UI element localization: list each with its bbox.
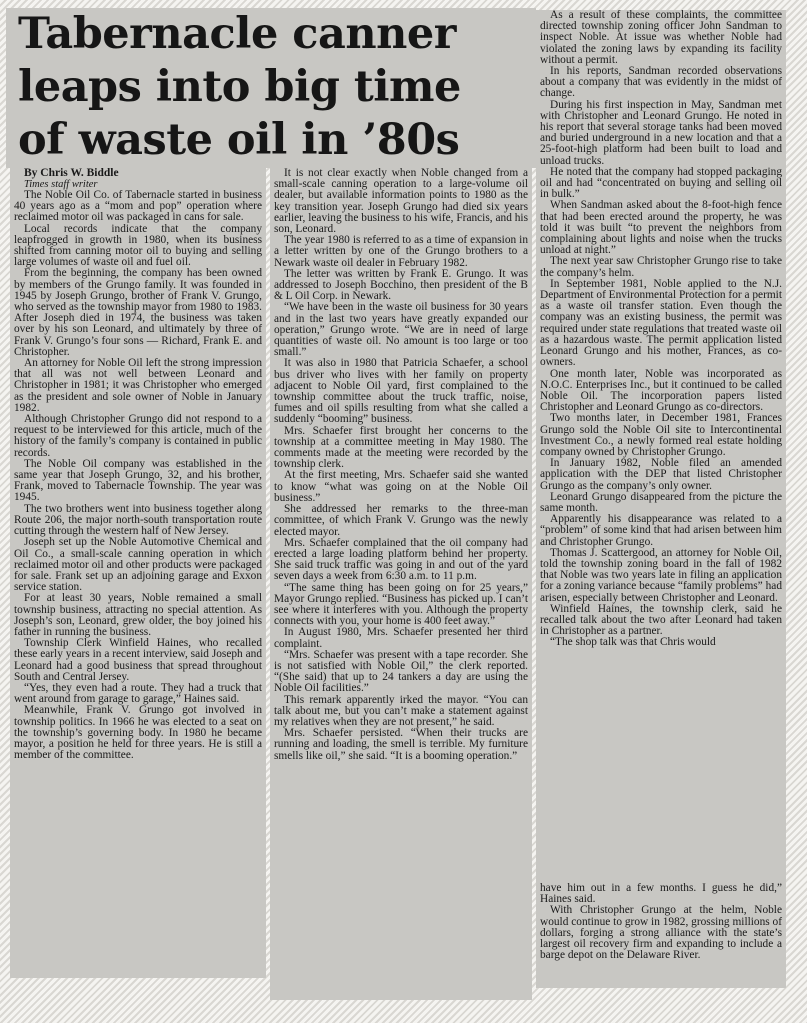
article-column-2	[270, 168, 532, 1000]
paragraph: Mrs. Schaefer persisted. “When their trucks are running and loading, the smell is terrible. My furniture smells like oil,” she said. “It is a booming operation.”	[274, 727, 528, 762]
paragraph: Local records indicate that the company leapfrogged in growth in 1980, when its business shifted from canning motor oil to buying and selling large volumes of waste oil and fuel oil.	[14, 222, 262, 269]
article-column-3	[536, 10, 786, 883]
paragraph: Although Christopher Grungo did not respond to a request to be interviewed for this article, much of the history of the family’s company is contained in public records.	[14, 413, 262, 459]
paragraph: This remark apparently irked the mayor. “You can talk about me, but you can’t make a statement against my relatives when they are not present,” he said.	[274, 693, 528, 728]
paragraph: From the beginning, the company has been owned by members of the Grungo family. It was founded in 1945 by Joseph Grungo, brother of Frank V. Grungo, who served as the township mayor from 1980 to 1983. After Joseph died in 1974, the business was taken over by his son Leonard, and ultimately by three of Frank V. Grungo’s four sons — Richard, Frank E. and Christopher.	[14, 267, 262, 358]
byline-role: Times staff writer	[24, 179, 98, 190]
paragraph: In January 1982, Noble filed an amended application with the DEP that listed Christopher Grungo as the company’s only owner.	[540, 457, 782, 492]
paragraph: During his first inspection in May, Sandman met with Christopher and Leonard Grungo. He noted in his report that several storage tanks had been moved and buried underground in a new location and that a 25-foot-high platform had been built to load and unload trucks.	[540, 98, 782, 167]
headline-line-1: Tabernacle canner	[18, 9, 456, 59]
paragraph: Mrs. Schaefer first brought her concerns to the township at a committee meeting in May 1980. The comments made at the meeting were recorded by the township clerk.	[274, 424, 528, 471]
paragraph: She addressed her remarks to the three-man committee, of which Frank V. Grungo was the newly elected mayor.	[274, 503, 528, 538]
paragraph: It was also in 1980 that Patricia Schaefer, a school bus driver who lives with her family on property adjacent to Noble Oil yard, first complained to the township committee about the truck traffic, noise, fumes and oil spills resulting from what she called a suddenly “booming” business.	[274, 357, 528, 426]
paragraph: For at least 30 years, Noble remained a small township business, attracting no special attention. As Joseph’s son, Leonard, grew older, the boy joined his father in running the business.	[14, 592, 262, 638]
paragraph: The Noble Oil Co. of Tabernacle started in business 40 years ago as a “mom and pop” operation where reclaimed motor oil was packaged in cans for sale.	[14, 189, 262, 224]
paragraph: When Sandman asked about the 8-foot-high fence that had been erected around the property, he was told it was built “to prevent the neighbors from complaining about lights and noise when the trucks unload at night.”	[540, 199, 782, 257]
paragraph: Township Clerk Winfield Haines, who recalled these early years in a recent interview, said Joseph and Leonard had a good business that spread throughout South and Central Jersey.	[14, 637, 262, 683]
headline-line-2: leaps into big time	[18, 62, 461, 112]
paragraph: “The same thing has been going on for 25 years,” Mayor Grungo replied. “Business has picked up. I can’t see where it interferes with you. Although the property connects with you, your home is 400 feet away.”	[274, 581, 528, 628]
paragraph: “Yes, they even had a route. They had a truck that went around from garage to garage,” Haines said.	[14, 681, 262, 706]
paragraph: “The shop talk was that Chris would	[550, 636, 716, 649]
paragraph: He noted that the company had stopped packaging oil and had “concentrated on buying and selling oil in bulk.”	[540, 165, 782, 201]
paragraph: have him out in a few months. I guess he did,” Haines said.	[540, 883, 782, 906]
headline-line-3: of waste oil in ’80s	[18, 115, 460, 165]
paragraph: Mrs. Schaefer complained that the oil company had erected a large loading platform behind her property. She said truck traffic was going in and out of the yard seven days a week from 6:30 a.m. to 11 p.m.	[274, 536, 528, 583]
paragraph: Leonard Grungo disappeared from the picture the same month.	[540, 490, 782, 514]
byline: By Chris W. Biddle	[24, 168, 119, 179]
paragraph: Two months later, in December 1981, Frances Grungo sold the Noble Oil site to Intercontinental Investment Co., a newly formed real estate holding company owned by Christopher Grungo.	[540, 412, 782, 458]
paragraph: The year 1980 is referred to as a time of expansion in a letter written by one of the Grungo brothers to a Newark waste oil dealer in February 1982.	[274, 234, 528, 269]
paragraph: In September 1981, Noble applied to the N.J. Department of Environmental Protection for a permit as a waste oil transfer station. Even though the company was an existing business, the permit was required under state regulations that treated waste oil as a hazardous waste. The permit application listed Leonard Grungo and his mother, Frances, as co-owners.	[540, 277, 782, 369]
paragraph: Thomas J. Scattergood, an attorney for Noble Oil, told the township zoning board in the fall of 1982 that Noble was two years late in filing an application for a zoning variance because “family problems” had arisen, especially between Christopher and Leonard.	[540, 546, 782, 604]
paragraph: With Christopher Grungo at the helm, Noble would continue to grow in 1982, grossing millions of dollars, forging a strong alliance with the state’s largest oil recovery firm and expanding to include a barge depot on the Delaware River.	[540, 904, 782, 962]
paragraph: “Mrs. Schaefer was present with a tape recorder. She is not satisfied with Noble Oil,” the clerk reported. “(She said) that up to 24 tankers a day are using the Noble Oil facilities.”	[274, 648, 528, 695]
paragraph: Meanwhile, Frank V. Grungo got involved in township politics. In 1966 he was elected to a seat on the township’s governing body. In 1980 he became mayor, a position he held for three years. He is still a member of the committee.	[14, 704, 262, 762]
paragraph: In his reports, Sandman recorded observations about a company that was evidently in the midst of change.	[540, 65, 782, 100]
paragraph: Joseph set up the Noble Automotive Chemical and Oil Co., a small-scale canning operation in which reclaimed motor oil and other products were packaged for sale. Frank set up an adjoining garage and Exxon service station.	[14, 536, 262, 594]
paragraph: An attorney for Noble Oil left the strong impression that all was not well between Leonard and Christopher in 1981; it was Christopher who emerged as the president and sole owner of Noble in January 1982.	[14, 357, 262, 414]
paragraph: The next year saw Christopher Grungo rise to take the company’s helm.	[540, 255, 782, 279]
article-column-1	[10, 168, 266, 978]
paragraph: One month later, Noble was incorporated as N.O.C. Enterprises Inc., but it continued to be called Noble Oil. The incorporation papers listed Christopher and Leonard Grungo as co-directors.	[540, 367, 782, 414]
headline	[6, 8, 536, 168]
paragraph: It is not clear exactly when Noble changed from a small-scale canning operation to a large-volume oil dealer, but available information points to 1980 as the key transition year. Joseph Grungo had died six years earlier, leaving the business to his wife, Francis, and his son, Leonard.	[274, 168, 528, 236]
paragraph: Apparently his disappearance was related to a “problem” of some kind that had arisen between him and Christopher Grungo.	[540, 513, 782, 548]
paragraph: The Noble Oil company was established in the same year that Joseph Grungo, 32, and his brother, Frank, moved to Tabernacle Township. The year was 1945.	[14, 457, 262, 504]
paragraph: Winfield Haines, the township clerk, said he recalled talk about the two after Leonard had taken in Christopher as a partner.	[540, 602, 782, 638]
paragraph: “We have been in the waste oil business for 30 years and in the last two years have greatly expanded our operation,” Grungo wrote. “We are in need of large quantities of waste oil. No amount is too large or too small.”	[274, 301, 528, 359]
paragraph: As a result of these complaints, the committee directed township zoning officer John Sandman to inspect Noble. At issue was whether Noble had violated the zoning laws by expanding its facility without a permit.	[540, 10, 782, 66]
paragraph: At the first meeting, Mrs. Schaefer said she wanted to know “what was going on at the Noble Oil business.”	[274, 469, 528, 504]
paragraph: In August 1980, Mrs. Schaefer presented her third complaint.	[274, 626, 528, 650]
paragraph: The letter was written by Frank E. Grungo. It was addressed to Joseph Bocchino, then president of the B & L Oil Corp. in Newark.	[274, 267, 528, 303]
article-column-3-continued	[536, 883, 786, 988]
paragraph: The two brothers went into business together along Route 206, the major north-south transportation route cutting through the western half of New Jersey.	[14, 502, 262, 538]
